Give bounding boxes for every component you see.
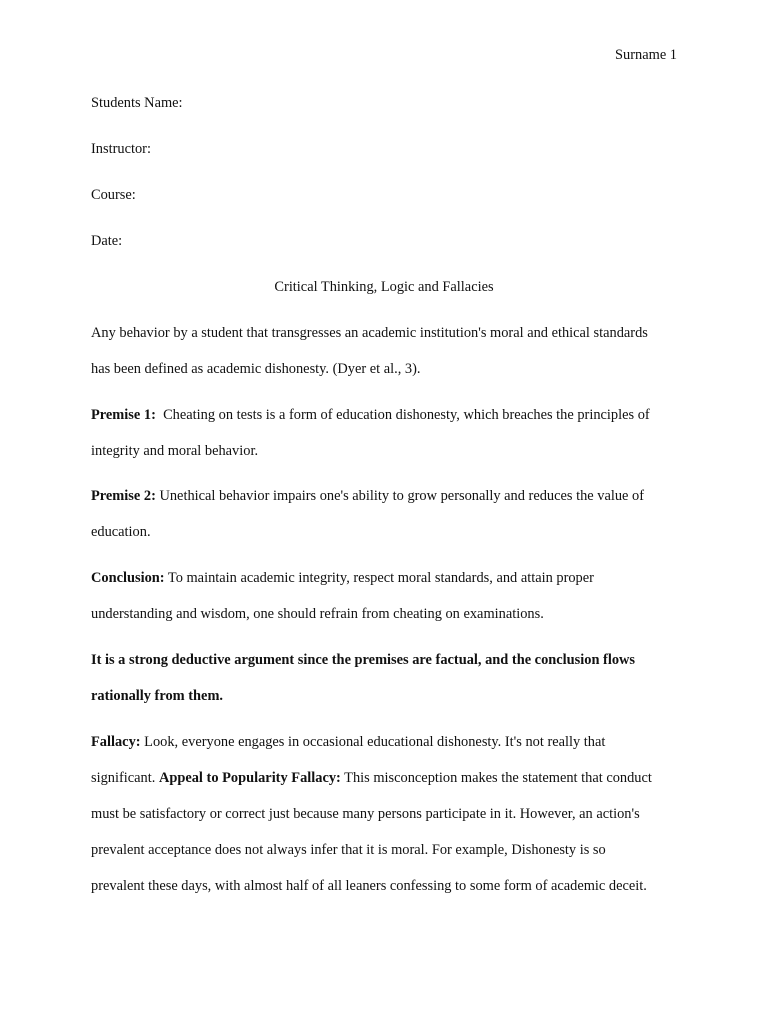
premise-1-text: Cheating on tests is a form of education dishonesty, which breaches the principles of — [155, 407, 650, 423]
intro-line-2: has been defined as academic dishonesty. (Dyer et al., 3). — [91, 361, 421, 377]
assessment-line-1: It is a strong deductive argument since the premises are factual, and the conclusion flows — [91, 652, 636, 668]
course-field: Course: — [91, 187, 136, 203]
intro-line-1: Any behavior by a student that transgresses an academic institution's moral and ethical standards — [91, 325, 648, 341]
fallacy-label: Fallacy: — [91, 734, 141, 750]
premise-2-line-2: education. — [91, 524, 151, 540]
fallacy-line-2 — [91, 769, 652, 787]
fallacy-line-2-post: This misconception makes the statement that conduct — [340, 770, 652, 786]
student-name-field: Students Name: — [91, 95, 183, 111]
instructor-field: Instructor: — [91, 141, 151, 157]
premise-1-label: Premise 1: — [91, 407, 156, 423]
fallacy-text: Look, everyone engages in occasional educational dishonesty. It's not really that — [140, 734, 606, 750]
fallacy-line-2-pre: significant. — [91, 770, 159, 786]
premise-1-line-1 — [91, 406, 650, 424]
document-title: Critical Thinking, Logic and Fallacies — [274, 279, 494, 295]
date-field: Date: — [91, 233, 123, 249]
conclusion-text: To maintain academic integrity, respect moral standards, and attain proper — [164, 570, 594, 586]
fallacy-line-1 — [91, 733, 605, 751]
conclusion-label: Conclusion: — [91, 570, 165, 586]
premise-1-line-2: integrity and moral behavior. — [91, 443, 259, 459]
premise-2-label: Premise 2: — [91, 488, 156, 504]
conclusion-line-2: understanding and wisdom, one should refrain from cheating on examinations. — [91, 606, 544, 622]
conclusion-line-1 — [91, 569, 594, 587]
assessment-line-2: rationally from them. — [91, 688, 224, 704]
premise-2-text: Unethical behavior impairs one's ability to grow personally and reduces the value of — [155, 488, 645, 504]
page-header: Surname 1 — [615, 47, 677, 63]
fallacy-line-4: prevalent acceptance does not always infer that it is moral. For example, Dishonesty is so — [91, 842, 606, 858]
fallacy-line-3: must be satisfactory or correct just because many persons participate in it. However, an action's — [91, 806, 640, 822]
premise-2-line-1 — [91, 487, 644, 505]
fallacy-line-5: prevalent these days, with almost half of all leaners confessing to some form of academic deceit. — [91, 878, 647, 894]
appeal-to-popularity-label: Appeal to Popularity Fallacy: — [158, 770, 341, 786]
